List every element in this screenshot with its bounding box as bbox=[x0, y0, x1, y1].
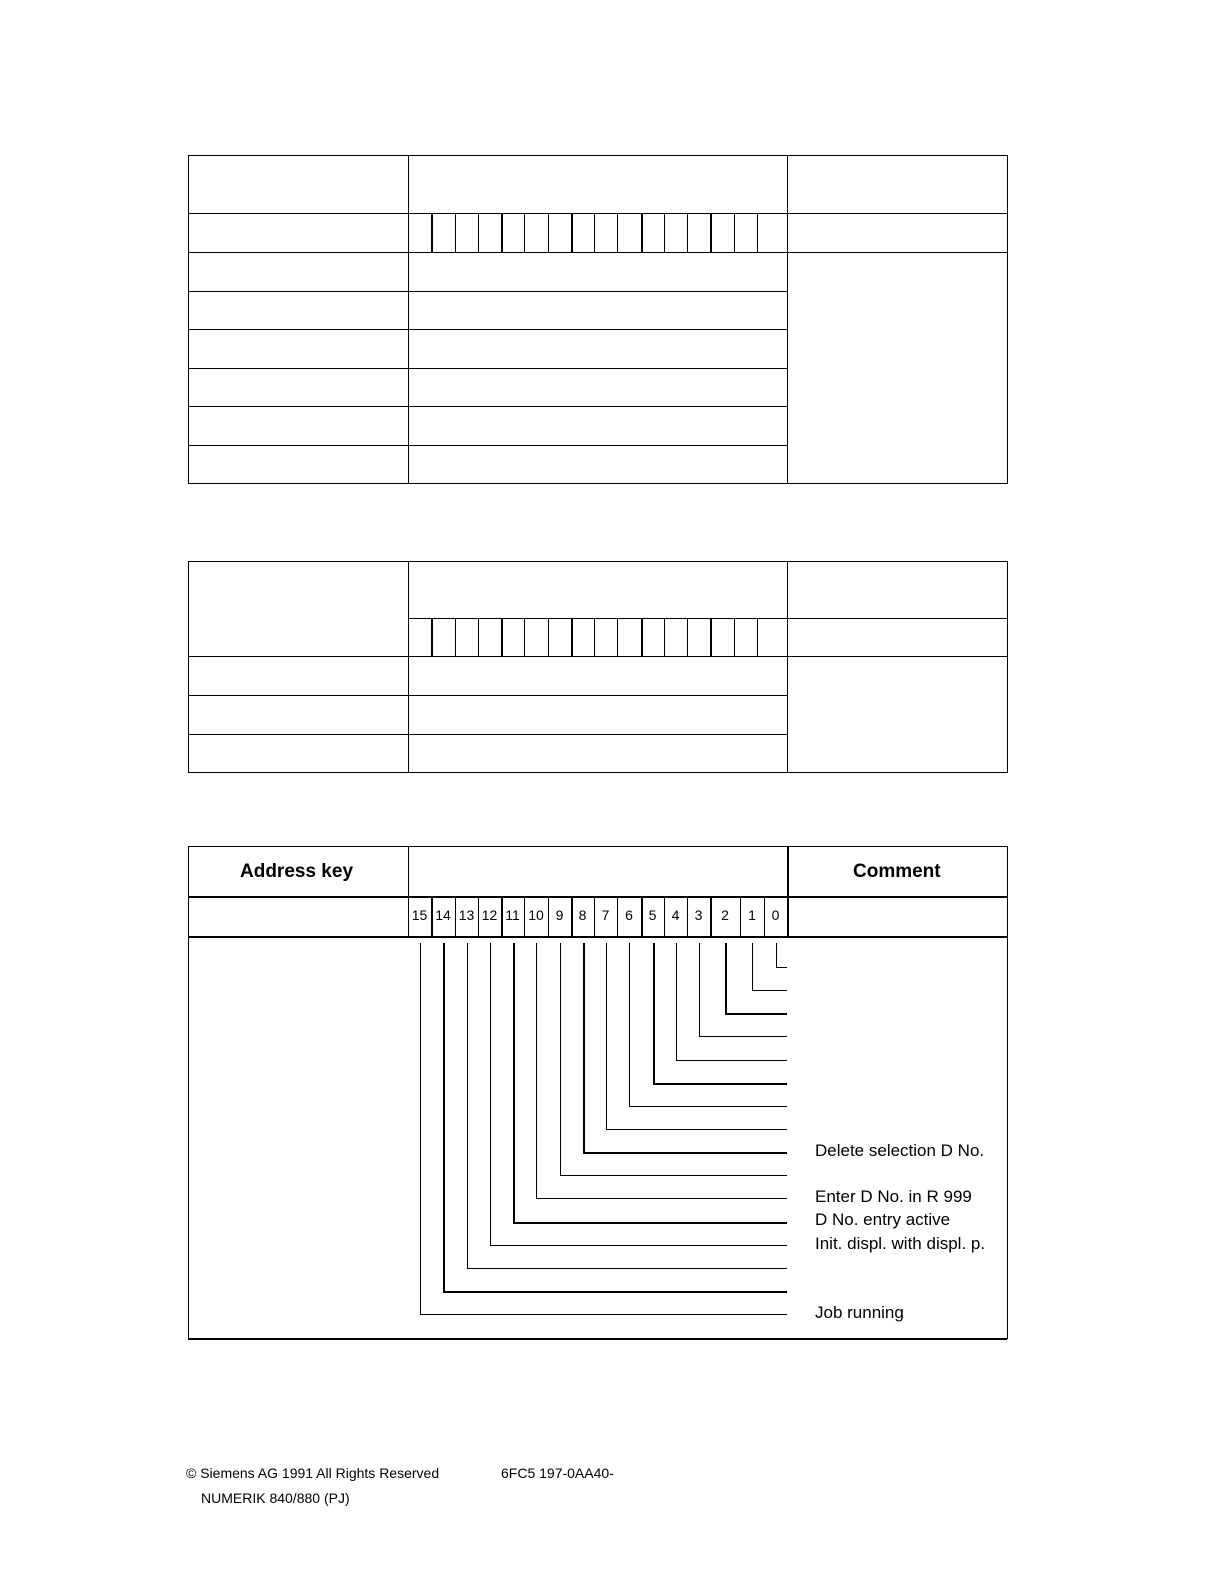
bit-cell-divider bbox=[734, 618, 735, 656]
bit-cell-divider bbox=[524, 213, 525, 252]
bit-cell-divider bbox=[734, 213, 735, 252]
rule-line bbox=[188, 896, 1007, 898]
rule-line bbox=[188, 213, 1007, 214]
bit-label-13: 13 bbox=[458, 907, 475, 923]
rule-line bbox=[188, 406, 787, 407]
bit-cell-divider bbox=[687, 213, 688, 252]
bit-leader-vertical bbox=[443, 943, 445, 1292]
bit-cell-divider bbox=[455, 618, 456, 656]
bit-leader-vertical bbox=[676, 943, 677, 1061]
comment-delete-selection: Delete selection D No. bbox=[815, 1141, 985, 1160]
comment-enter-d-no: Enter D No. in R 999 bbox=[815, 1187, 972, 1206]
bit-leader-horizontal bbox=[513, 1222, 787, 1224]
bit-leader-horizontal bbox=[653, 1083, 787, 1085]
rule-line bbox=[188, 155, 189, 484]
rule-line bbox=[1007, 846, 1008, 1339]
bit-label-2: 2 bbox=[721, 907, 729, 923]
bit-cell-divider bbox=[548, 213, 549, 252]
bit-cell-divider bbox=[664, 618, 665, 656]
rule-line bbox=[188, 936, 1007, 938]
bit-label-3: 3 bbox=[694, 907, 703, 923]
bit-cell-divider bbox=[571, 213, 573, 252]
bit-leader-vertical bbox=[420, 943, 421, 1315]
bit-cell-divider bbox=[687, 618, 688, 656]
rule-line bbox=[188, 483, 1007, 484]
bit-label-0: 0 bbox=[771, 907, 780, 923]
footer-order-number: 6FC5 197-0AA40- bbox=[501, 1465, 614, 1481]
bit-label-4: 4 bbox=[671, 907, 680, 923]
bit-leader-vertical bbox=[513, 943, 515, 1223]
bit-cell-divider bbox=[594, 213, 595, 252]
rule-line bbox=[188, 772, 1007, 773]
bit-cell-divider bbox=[641, 618, 643, 656]
rule-line bbox=[188, 252, 1007, 253]
bit-leader-horizontal bbox=[560, 1175, 787, 1176]
rule-line bbox=[188, 1338, 1007, 1340]
bit-label-14: 14 bbox=[435, 907, 451, 923]
rule-line bbox=[188, 656, 1007, 657]
bit-cell-divider bbox=[641, 213, 643, 252]
comment-init-displ: Init. displ. with displ. p. bbox=[815, 1234, 986, 1253]
bit-leader-vertical bbox=[629, 943, 630, 1107]
bit-cell-divider bbox=[757, 213, 758, 252]
bit-cell-divider bbox=[455, 213, 456, 252]
rule-line bbox=[408, 846, 409, 937]
rule-line bbox=[188, 695, 787, 696]
bit-cell-divider bbox=[478, 213, 479, 252]
bit-label-7: 7 bbox=[601, 907, 610, 923]
address-key-header: Address key bbox=[240, 861, 354, 882]
bit-label-11: 11 bbox=[505, 907, 520, 923]
rule-line bbox=[408, 155, 409, 484]
bit-cell-divider bbox=[431, 213, 433, 252]
bit-cell-divider bbox=[501, 213, 503, 252]
rule-line bbox=[188, 329, 787, 330]
comment-d-no-entry-active: D No. entry active bbox=[815, 1210, 951, 1229]
footer-product: NUMERIK 840/880 (PJ) bbox=[201, 1490, 350, 1506]
rule-line bbox=[188, 445, 787, 446]
bit-leader-vertical bbox=[776, 943, 777, 968]
rule-line bbox=[188, 155, 1007, 156]
bit-label-9: 9 bbox=[555, 907, 564, 923]
rule-line bbox=[408, 561, 409, 773]
bit-leader-horizontal bbox=[467, 1268, 787, 1269]
bit-leader-horizontal bbox=[699, 1036, 787, 1037]
bit-cell-divider bbox=[501, 618, 503, 656]
rule-line bbox=[188, 561, 1007, 562]
comment-header: Comment bbox=[853, 861, 941, 882]
bit-leader-vertical bbox=[583, 943, 585, 1153]
bit-leader-vertical bbox=[536, 943, 537, 1199]
bit-cell-divider bbox=[478, 618, 479, 656]
bit-cell-divider bbox=[617, 213, 618, 252]
comment-job-running: Job running bbox=[815, 1303, 904, 1322]
rule-line bbox=[188, 846, 1007, 847]
rule-line bbox=[188, 561, 189, 773]
bit-label-5: 5 bbox=[648, 907, 657, 923]
rule-line bbox=[188, 291, 787, 292]
bit-leader-horizontal bbox=[752, 990, 787, 991]
bit-leader-horizontal bbox=[725, 1013, 787, 1015]
bit-cell-divider bbox=[548, 618, 549, 656]
rule-line bbox=[787, 561, 788, 773]
bit-label-12: 12 bbox=[481, 907, 498, 923]
bit-label-6: 6 bbox=[625, 907, 633, 923]
bit-leader-horizontal bbox=[629, 1106, 787, 1107]
bit-leader-vertical bbox=[653, 943, 655, 1084]
bit-cell-divider bbox=[710, 213, 712, 252]
bit-leader-vertical bbox=[560, 943, 561, 1176]
bit-cell-divider bbox=[524, 618, 525, 656]
rule-line bbox=[408, 618, 1007, 619]
rule-line bbox=[188, 846, 189, 1339]
footer-copyright: © Siemens AG 1991 All Rights Reserved bbox=[186, 1465, 440, 1481]
bit-leader-vertical bbox=[699, 943, 700, 1037]
bit-leader-vertical bbox=[725, 943, 727, 1014]
bit-label-1: 1 bbox=[748, 907, 756, 923]
rule-line bbox=[1007, 561, 1008, 773]
bit-leader-vertical bbox=[490, 943, 491, 1246]
bit-cell-divider bbox=[757, 618, 758, 656]
rule-line bbox=[188, 734, 787, 735]
bit-leader-horizontal bbox=[676, 1060, 787, 1061]
bit-cell-divider bbox=[594, 618, 595, 656]
bit-cell-divider bbox=[431, 618, 433, 656]
bit-cell-divider bbox=[571, 618, 573, 656]
bit-leader-horizontal bbox=[536, 1198, 787, 1199]
bit-leader-horizontal bbox=[583, 1152, 787, 1154]
bit-leader-horizontal bbox=[443, 1291, 787, 1293]
bit-leader-vertical bbox=[606, 943, 607, 1130]
bit-leader-horizontal bbox=[606, 1129, 787, 1130]
bit-label-10: 10 bbox=[528, 907, 544, 923]
bit-cell-divider bbox=[710, 618, 712, 656]
rule-line bbox=[787, 846, 789, 937]
bit-leader-vertical bbox=[467, 943, 468, 1269]
bit-leader-horizontal bbox=[420, 1314, 787, 1315]
rule-line bbox=[1007, 155, 1008, 484]
bit-label-8: 8 bbox=[578, 907, 587, 923]
bit-label-15: 15 bbox=[411, 907, 428, 923]
bit-leader-horizontal bbox=[776, 967, 787, 968]
rule-line bbox=[188, 368, 787, 369]
rule-line bbox=[787, 155, 788, 484]
bit-leader-vertical bbox=[752, 943, 753, 991]
bit-cell-divider bbox=[617, 618, 618, 656]
bit-cell-divider bbox=[664, 213, 665, 252]
bit-leader-horizontal bbox=[490, 1245, 787, 1246]
